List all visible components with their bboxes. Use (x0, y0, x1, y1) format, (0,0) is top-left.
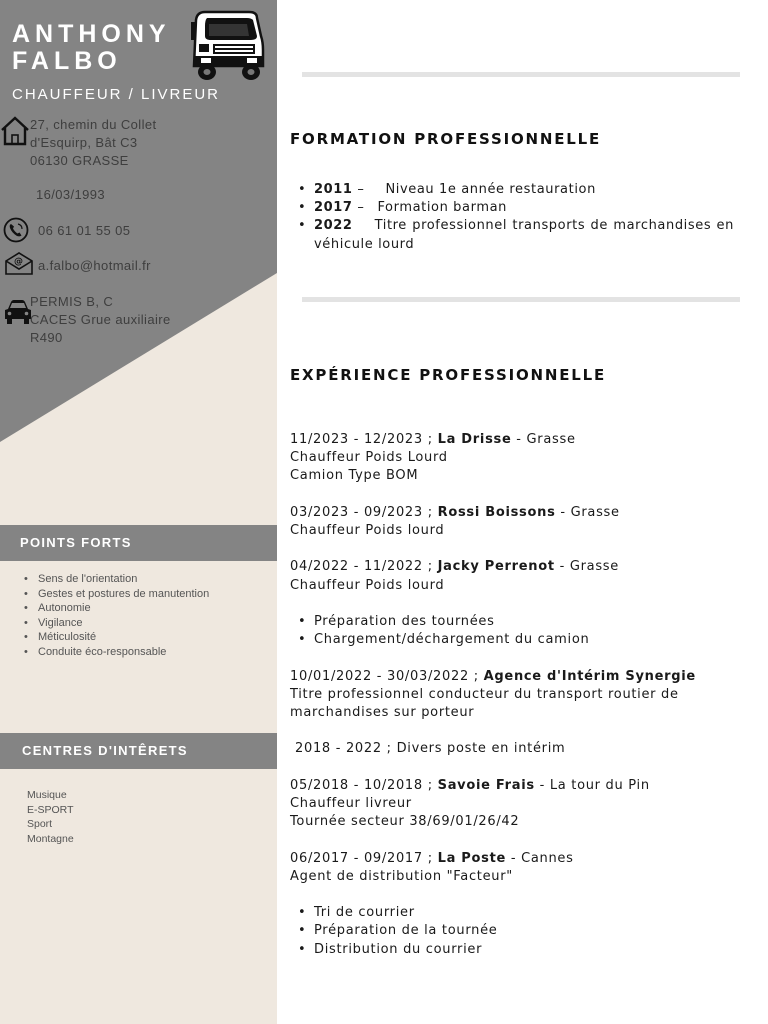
job-line: Tournée secteur 38/69/01/26/42 (290, 814, 520, 830)
job-employer: Jacky Perrenot (437, 559, 555, 575)
job-location: - Cannes (506, 850, 574, 866)
job-header (290, 850, 740, 868)
list-item: • Préparation de la tournée (290, 922, 740, 940)
job-dates: 05/2018 - 10/2018 ; (290, 777, 438, 793)
job-location: - Grasse (554, 559, 619, 575)
job-dates: 06/2017 - 09/2017 ; (290, 850, 438, 866)
job-dates: 11/2023 - 12/2023 ; (290, 432, 438, 447)
license-line: PERMIS B, C (30, 294, 114, 309)
job-entry (290, 777, 740, 832)
licenses (30, 293, 171, 347)
job-dates: 03/2023 - 09/2023 ; (290, 504, 438, 520)
formation-year: 2011 (314, 182, 353, 197)
job-entry (290, 850, 740, 886)
address-line: 27, chemin du Collet (30, 117, 157, 132)
list-item: Sport (27, 818, 53, 830)
phone-icon (3, 217, 29, 243)
job-entry (290, 740, 740, 758)
job-dates: 10/01/2022 - 30/03/2022 ; (290, 668, 484, 684)
job-line: Chauffeur livreur (290, 795, 412, 811)
job-line: Agent de distribution "Facteur" (290, 868, 513, 884)
birth-date: 16/03/1993 (36, 187, 106, 202)
list-item: • 2017 – Formation barman (290, 199, 734, 217)
job-entry (290, 668, 740, 723)
mail-icon (4, 252, 34, 276)
strengths-heading: POINTS FORTS (0, 525, 277, 561)
address-line: 06130 GRASSE (30, 153, 129, 168)
job-title: CHAUFFEUR / LIVREUR (12, 86, 221, 103)
experience-list (290, 431, 740, 977)
home-icon (0, 116, 30, 146)
list-item: • Vigilance (23, 616, 273, 631)
list-item (290, 217, 734, 253)
list-item: • Méticulosité (23, 630, 273, 645)
job-header (290, 558, 740, 576)
job-location: - Grasse (511, 432, 576, 447)
formation-year: 2022 (314, 218, 353, 234)
svg-text:@: @ (14, 257, 23, 267)
job-employer: La Poste (437, 850, 507, 866)
job-dates: 04/2022 - 11/2022 ; (290, 559, 438, 575)
list-item: • Distribution du courrier (290, 941, 740, 959)
job-employer: La Drisse (437, 432, 512, 447)
job-header: 2018 - 2022 ; Divers poste en intérim (295, 741, 566, 757)
strengths-list (23, 572, 273, 659)
job-line: marchandises sur porteur (290, 704, 475, 720)
divider (302, 72, 740, 77)
job-employer: Agence d'Intérim Synergie (483, 668, 696, 684)
job-location: - Grasse (555, 504, 620, 520)
divider (302, 297, 740, 302)
license-line: CACES Grue auxiliaire (30, 312, 171, 327)
formation-heading: FORMATION PROFESSIONNELLE (290, 130, 602, 148)
job-header (290, 504, 740, 522)
job-entry (290, 431, 740, 486)
address (30, 116, 157, 170)
job-header (290, 668, 740, 686)
formation-text: Niveau 1e année restauration (385, 182, 596, 197)
list-item: • Chargement/déchargement du camion (290, 631, 740, 649)
left-sidebar (0, 0, 277, 1024)
job-line: Chauffeur Poids Lourd (290, 450, 448, 466)
job-employer: Savoie Frais (437, 777, 535, 793)
interests-heading: CENTRES D'INTÊRETS (0, 733, 277, 769)
interests-list (27, 788, 74, 846)
job-line: Camion Type BOM (290, 468, 419, 484)
job-line: Chauffeur Poids lourd (290, 577, 445, 593)
list-item: Montagne (27, 832, 74, 845)
job-entry (290, 558, 740, 594)
email-address: a.falbo@hotmail.fr (38, 258, 151, 273)
formation-list (290, 181, 734, 254)
formation-year: 2017 (314, 200, 353, 216)
job-line: Chauffeur Poids lourd (290, 523, 445, 538)
list-item: E-SPORT (27, 803, 74, 816)
job-entry (290, 504, 740, 540)
phone-number: 06 61 01 55 05 (38, 223, 131, 238)
job-header (290, 431, 740, 449)
list-item: • Conduite éco-responsable (23, 645, 273, 660)
experience-heading: EXPÉRIENCE PROFESSIONNELLE (290, 366, 607, 384)
license-line: R490 (30, 330, 63, 345)
formation-text: Formation barman (377, 200, 507, 216)
job-tasks (290, 904, 740, 959)
job-employer: Rossi Boissons (437, 504, 556, 520)
list-item: Musique (27, 789, 67, 801)
list-item: • 2011 – Niveau 1e année restauration (290, 181, 734, 199)
list-item: • Autonomie (23, 601, 273, 616)
list-item: • Tri de courrier (290, 904, 740, 922)
last-name: FALBO (12, 47, 122, 75)
job-line: Titre professionnel conducteur du transport routier de (290, 686, 679, 702)
address-line: d'Esquirp, Bât C3 (30, 135, 138, 150)
first-name: ANTHONY (12, 20, 171, 48)
car-icon (3, 299, 33, 325)
formation-text: Titre professionnel transports de marchandises en véhicule lourd (314, 218, 734, 252)
job-location: - La tour du Pin (534, 777, 650, 793)
list-item: • Préparation des tournées (290, 613, 740, 631)
truck-icon (191, 6, 269, 82)
job-header (290, 777, 740, 795)
job-tasks (290, 613, 740, 649)
list-item: • Gestes et postures de manutention (23, 587, 273, 602)
list-item: • Sens de l'orientation (23, 572, 273, 587)
